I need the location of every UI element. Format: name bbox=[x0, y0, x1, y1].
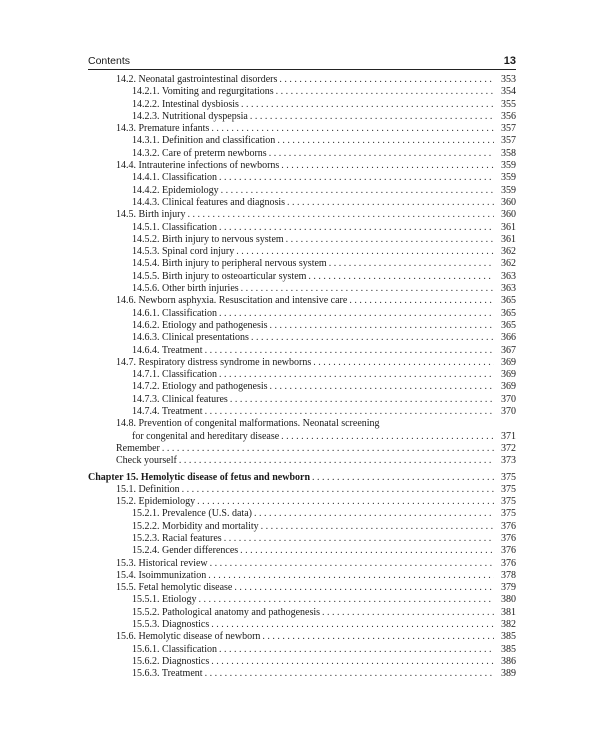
toc-entry: Remember . . . 372 bbox=[88, 443, 516, 455]
toc-entry: 14.4.3. Clinical features and diagnosis . . . 360 bbox=[88, 197, 516, 209]
toc-entry: 15.2. Epidemiology . . . 375 bbox=[88, 496, 516, 508]
header-page-number: 13 bbox=[503, 55, 516, 67]
toc-entry: 14.6. Newborn asphyxia. Resuscitation and intensive care . . . 365 bbox=[88, 295, 516, 307]
toc-entry: 14.5.2. Birth injury to nervous system . . . 361 bbox=[88, 234, 516, 246]
toc-entry: 14.2.2. Intestinal dysbiosis . . . 355 bbox=[88, 99, 516, 111]
toc-entry: 14.4.1. Classification . . . 359 bbox=[88, 172, 516, 184]
toc-entry: 14.5.6. Other birth injuries . . . 363 bbox=[88, 283, 516, 295]
toc-entry: 14.2. Neonatal gastrointestinal disorders . . . 353 bbox=[88, 74, 516, 86]
toc-entry: 14.5. Birth injury . . . 360 bbox=[88, 209, 516, 221]
toc-entry: 15.2.1. Prevalence (U.S. data) . . . 375 bbox=[88, 508, 516, 520]
toc-entry: 15.5. Fetal hemolytic disease . . . 379 bbox=[88, 582, 516, 594]
toc-entry: 14.7.4. Treatment . . . 370 bbox=[88, 406, 516, 418]
toc-entry: 14.4.2. Epidemiology . . . 359 bbox=[88, 185, 516, 197]
toc-entry: 15.5.3. Diagnostics . . . 382 bbox=[88, 619, 516, 631]
toc-entry: 14.2.3. Nutritional dyspepsia . . . 356 bbox=[88, 111, 516, 123]
toc-entry: Check yourself . . . 373 bbox=[88, 455, 516, 467]
toc-chapter-entry: Chapter 15. Hemolytic disease of fetus and newborn . . . 375 bbox=[88, 472, 516, 484]
toc-entry: 15.3. Historical review . . . 376 bbox=[88, 558, 516, 570]
toc-entry: 15.2.3. Racial features . . . 376 bbox=[88, 533, 516, 545]
toc-entry: 14.3.1. Definition and classification . . . 357 bbox=[88, 135, 516, 147]
toc-entry: 14.5.1. Classification . . . 361 bbox=[88, 222, 516, 234]
toc-entry: 14.7. Respiratory distress syndrome in newborns . . . 369 bbox=[88, 357, 516, 369]
toc-entry: 15.6.2. Diagnostics . . . 386 bbox=[88, 656, 516, 668]
toc-entry: 15.1. Definition . . . 375 bbox=[88, 484, 516, 496]
toc-entry: 15.4. Isoimmunization . . . 378 bbox=[88, 570, 516, 582]
toc-entry: 15.2.4. Gender differences . . . 376 bbox=[88, 545, 516, 557]
running-header bbox=[88, 55, 516, 70]
toc-entry: 14.2.1. Vomiting and regurgitations . . . 354 bbox=[88, 86, 516, 98]
toc-entry: 14.6.4. Treatment . . . 367 bbox=[88, 345, 516, 357]
toc-entry: 15.6.3. Treatment . . . 389 bbox=[88, 668, 516, 680]
toc-entry: 14.5.4. Birth injury to peripheral nervous system . . . 362 bbox=[88, 258, 516, 270]
toc-entry: 14.7.1. Classification . . . 369 bbox=[88, 369, 516, 381]
toc-entry: 14.8. Prevention of congenital malformations. Neonatal screening bbox=[116, 418, 380, 430]
toc-entry: 14.6.3. Clinical presentations . . . 366 bbox=[88, 332, 516, 344]
toc-entry: 14.5.5. Birth injury to osteoarticular system . . . 363 bbox=[88, 271, 516, 283]
header-title: Contents bbox=[88, 55, 131, 67]
toc-entry: 14.5.3. Spinal cord injury . . . 362 bbox=[88, 246, 516, 258]
toc-entry: 15.6. Hemolytic disease of newborn . . . 385 bbox=[88, 631, 516, 643]
table-of-contents bbox=[88, 74, 516, 681]
toc-entry: 14.3.2. Care of preterm newborns . . . 358 bbox=[88, 148, 516, 160]
toc-entry: 15.5.1. Etiology . . . 380 bbox=[88, 594, 516, 606]
toc-entry: 14.6.1. Classification . . . 365 bbox=[88, 308, 516, 320]
toc-entry: 14.6.2. Etiology and pathogenesis . . . 365 bbox=[88, 320, 516, 332]
toc-entry: 14.7.3. Clinical features . . . 370 bbox=[88, 394, 516, 406]
toc-entry: 14.4. Intrauterine infections of newborns . . . 359 bbox=[88, 160, 516, 172]
toc-entry: 14.3. Premature infants . . . 357 bbox=[88, 123, 516, 135]
toc-entry: 15.6.1. Classification . . . 385 bbox=[88, 644, 516, 656]
toc-entry: 15.5.2. Pathological anatomy and pathogenesis . . . 381 bbox=[88, 607, 516, 619]
toc-entry: for congenital and hereditary disease . . . 371 bbox=[88, 431, 516, 443]
toc-entry: 15.2.2. Morbidity and mortality . . . 376 bbox=[88, 521, 516, 533]
toc-entry: 14.7.2. Etiology and pathogenesis . . . 369 bbox=[88, 381, 516, 393]
